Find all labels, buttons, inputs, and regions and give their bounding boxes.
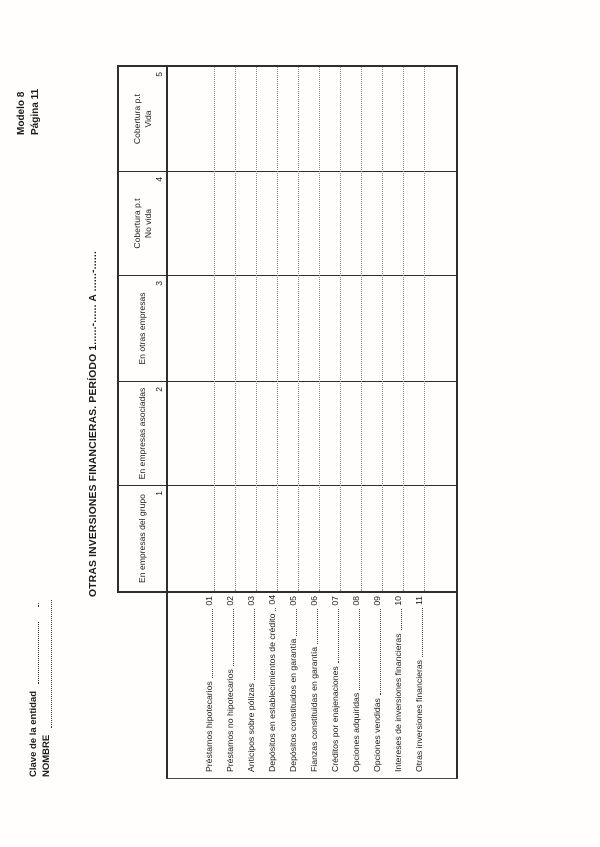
- column-header-text: En empresas del grupo: [137, 494, 148, 583]
- row-label-03: [244, 596, 256, 772]
- column-en-empresas-asociadas: [119, 381, 456, 485]
- dot-leader: [253, 609, 255, 680]
- nombre-field: [44, 600, 52, 728]
- row-label-text: Intereses de inversiones financieras: [393, 633, 403, 772]
- dot-leader: [379, 609, 381, 695]
- column-header: [119, 382, 168, 485]
- row-label-text: Opciones vendidas: [372, 698, 382, 772]
- row-code: 10: [393, 596, 403, 606]
- row-code: 06: [309, 596, 319, 606]
- column-number: 4: [153, 177, 164, 182]
- row-label-01: [202, 596, 214, 772]
- column-cobertura-pt-vida: [119, 67, 456, 171]
- clave-entidad-field-end: [31, 603, 39, 607]
- row-code: 02: [225, 596, 235, 606]
- column-number: 1: [153, 491, 164, 496]
- column-header: [119, 486, 168, 591]
- dot-leader: [358, 609, 360, 690]
- row-label-text: Otras inversiones financieras: [414, 659, 424, 772]
- row-label-07: [328, 596, 340, 772]
- form-title: OTRAS INVERSIONES FINANCIERAS. PERÍODO 1......-...... A ......-......: [88, 250, 99, 597]
- column-number: 3: [153, 281, 164, 286]
- row-label-06: [307, 596, 319, 772]
- row-code: 08: [351, 596, 361, 606]
- column-number: 2: [153, 387, 164, 392]
- column-cobertura-pt-no-vida: [119, 171, 456, 275]
- row-label-text: Créditos por enajenaciones: [330, 666, 340, 772]
- dot-leader: [274, 608, 276, 611]
- pagina-label: Página 11: [29, 88, 41, 135]
- column-en-otras-empresas: [119, 275, 456, 381]
- row-label-05: [286, 596, 298, 772]
- row-label-text: Depósitos en establecimientos de crédito: [267, 613, 277, 772]
- row-label-10: [391, 596, 403, 772]
- column-header-text2: Vida: [142, 110, 153, 128]
- dot-leader: [232, 609, 234, 666]
- nombre-line: [39, 517, 52, 777]
- column-header-text: Cobertura p.t: [132, 198, 142, 249]
- row-code: 01: [204, 596, 214, 606]
- dot-leader: [211, 609, 213, 679]
- row-label-11: [412, 596, 424, 772]
- row-label-text: Préstamos no hipotecarios: [225, 669, 235, 772]
- column-header-text: En empresas asociadas: [137, 387, 148, 480]
- column-header-text: Cobertura p.t: [132, 93, 142, 145]
- row-label-text: Depósitos constituidos en garantía: [288, 638, 298, 772]
- row-code: 07: [330, 596, 340, 606]
- nombre-label: NOMBRE: [41, 734, 52, 777]
- row-code: 09: [372, 596, 382, 606]
- row-label-04: [265, 596, 277, 772]
- dot-leader: [421, 608, 423, 657]
- column-en-empresas-del-grupo: [119, 485, 456, 591]
- column-number: 5: [153, 72, 164, 77]
- row-label-text: Préstamos hipotecarios: [204, 681, 214, 772]
- dot-leader: [337, 609, 339, 664]
- data-grid: [117, 65, 458, 593]
- form-id-block: [15, 89, 42, 135]
- row-label-text: Opciones adquiridas: [351, 692, 361, 772]
- row-label-02: [223, 596, 235, 772]
- row-code: 03: [246, 596, 256, 606]
- column-header: [119, 276, 168, 381]
- row-labels-panel: [166, 593, 458, 779]
- dot-leader: [295, 609, 297, 636]
- row-label-text: Anticipos sobre pólizas: [246, 683, 256, 772]
- column-header: [119, 172, 168, 275]
- row-label-text: Fianzas constituidas en garantía: [309, 646, 319, 772]
- row-label-08: [349, 596, 361, 772]
- clave-entidad-field: [31, 622, 39, 684]
- dot-leader: [316, 609, 318, 644]
- row-code: 05: [288, 596, 298, 606]
- column-header-text2: No vida: [142, 208, 153, 239]
- row-code: 04: [267, 594, 277, 605]
- clave-entidad-line: [26, 517, 39, 777]
- modelo-label: Modelo 8: [16, 91, 27, 135]
- column-header: [119, 67, 168, 171]
- entity-id-block: [26, 517, 52, 777]
- clave-entidad-label: Clave de la entidad: [28, 690, 39, 777]
- row-label-09: [370, 596, 382, 772]
- column-header-text: En otras empresas: [137, 292, 148, 365]
- dot-leader: [400, 609, 402, 631]
- row-code: 11: [414, 596, 424, 606]
